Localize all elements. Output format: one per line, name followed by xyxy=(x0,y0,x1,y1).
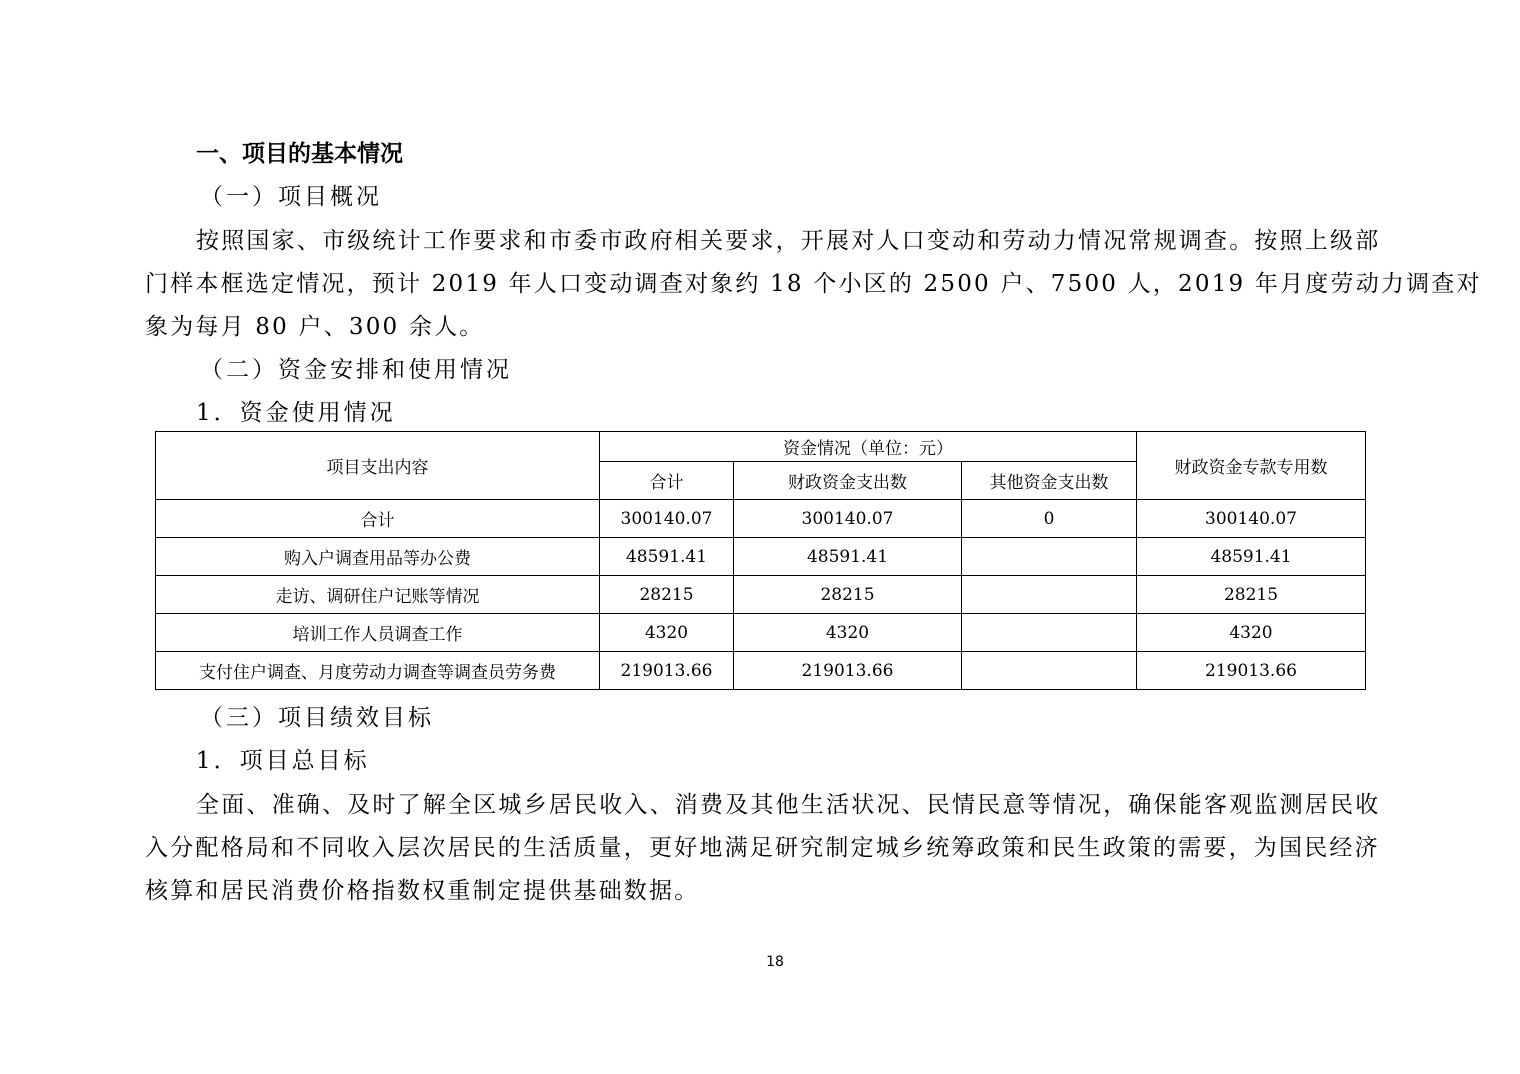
fund-usage-table xyxy=(155,431,1366,690)
cell-content: 合计 xyxy=(156,500,600,538)
paragraph-overview-line-1: 按照国家、市级统计工作要求和市委市政府相关要求，开展对人口变动和劳动力情况常规调查。按照上级部 xyxy=(196,228,1381,254)
table-row xyxy=(156,576,1366,614)
header-other: 其他资金支出数 xyxy=(962,462,1137,500)
cell-total: 28215 xyxy=(600,576,734,614)
paragraph-goal-line-3: 核算和居民消费价格指数权重制定提供基础数据。 xyxy=(145,878,700,904)
cell-special: 219013.66 xyxy=(1137,652,1366,690)
subsection-title-goals: （三）项目绩效目标 xyxy=(200,705,434,731)
cell-other xyxy=(962,652,1137,690)
subsection-title-overview: （一）项目概况 xyxy=(200,184,382,210)
cell-content: 培训工作人员调查工作 xyxy=(156,614,600,652)
cell-fiscal: 219013.66 xyxy=(734,652,962,690)
header-total: 合计 xyxy=(600,462,734,500)
header-fiscal: 财政资金支出数 xyxy=(734,462,962,500)
table-row xyxy=(156,614,1366,652)
cell-fiscal: 48591.41 xyxy=(734,538,962,576)
paragraph-goal-line-1: 全面、准确、及时了解全区城乡居民收入、消费及其他生活状况、民情民意等情况，确保能客观监测居民收 xyxy=(196,792,1381,818)
cell-other: 0 xyxy=(962,500,1137,538)
cell-special: 28215 xyxy=(1137,576,1366,614)
table-header-row xyxy=(156,432,1366,462)
cell-fiscal: 300140.07 xyxy=(734,500,962,538)
paragraph-goal-line-2: 入分配格局和不同收入层次居民的生活质量，更好地满足研究制定城乡统筹政策和民生政策的需要，为国民经济 xyxy=(145,835,1380,861)
table-row xyxy=(156,652,1366,690)
cell-other xyxy=(962,576,1137,614)
page-number: 18 xyxy=(766,954,784,970)
cell-other xyxy=(962,614,1137,652)
paragraph-overview-line-2: 门样本框选定情况，预计 2019 年人口变动调查对象约 18 个小区的 2500 户、7500 人，2019 年月度劳动力调查对 xyxy=(145,271,1482,297)
cell-other xyxy=(962,538,1137,576)
table-row xyxy=(156,538,1366,576)
header-special: 财政资金专款专用数 xyxy=(1137,432,1366,500)
cell-total: 219013.66 xyxy=(600,652,734,690)
cell-total: 4320 xyxy=(600,614,734,652)
cell-special: 300140.07 xyxy=(1137,500,1366,538)
table-row xyxy=(156,500,1366,538)
cell-content: 支付住户调查、月度劳动力调查等调查员劳务费 xyxy=(156,652,600,690)
cell-total: 48591.41 xyxy=(600,538,734,576)
cell-fiscal: 4320 xyxy=(734,614,962,652)
cell-special: 4320 xyxy=(1137,614,1366,652)
paragraph-overview-line-3: 象为每月 80 户、300 余人。 xyxy=(145,314,485,340)
item-title-fund-usage: 1．资金使用情况 xyxy=(196,400,396,426)
header-funds-group: 资金情况（单位：元） xyxy=(600,432,1137,462)
cell-special: 48591.41 xyxy=(1137,538,1366,576)
cell-content: 走访、调研住户记账等情况 xyxy=(156,576,600,614)
header-content: 项目支出内容 xyxy=(156,432,600,500)
item-title-overall-goal: 1．项目总目标 xyxy=(196,748,370,774)
section-title: 一、项目的基本情况 xyxy=(196,141,403,167)
cell-fiscal: 28215 xyxy=(734,576,962,614)
cell-content: 购入户调查用品等办公费 xyxy=(156,538,600,576)
cell-total: 300140.07 xyxy=(600,500,734,538)
subsection-title-funds: （二）资金安排和使用情况 xyxy=(200,357,512,383)
